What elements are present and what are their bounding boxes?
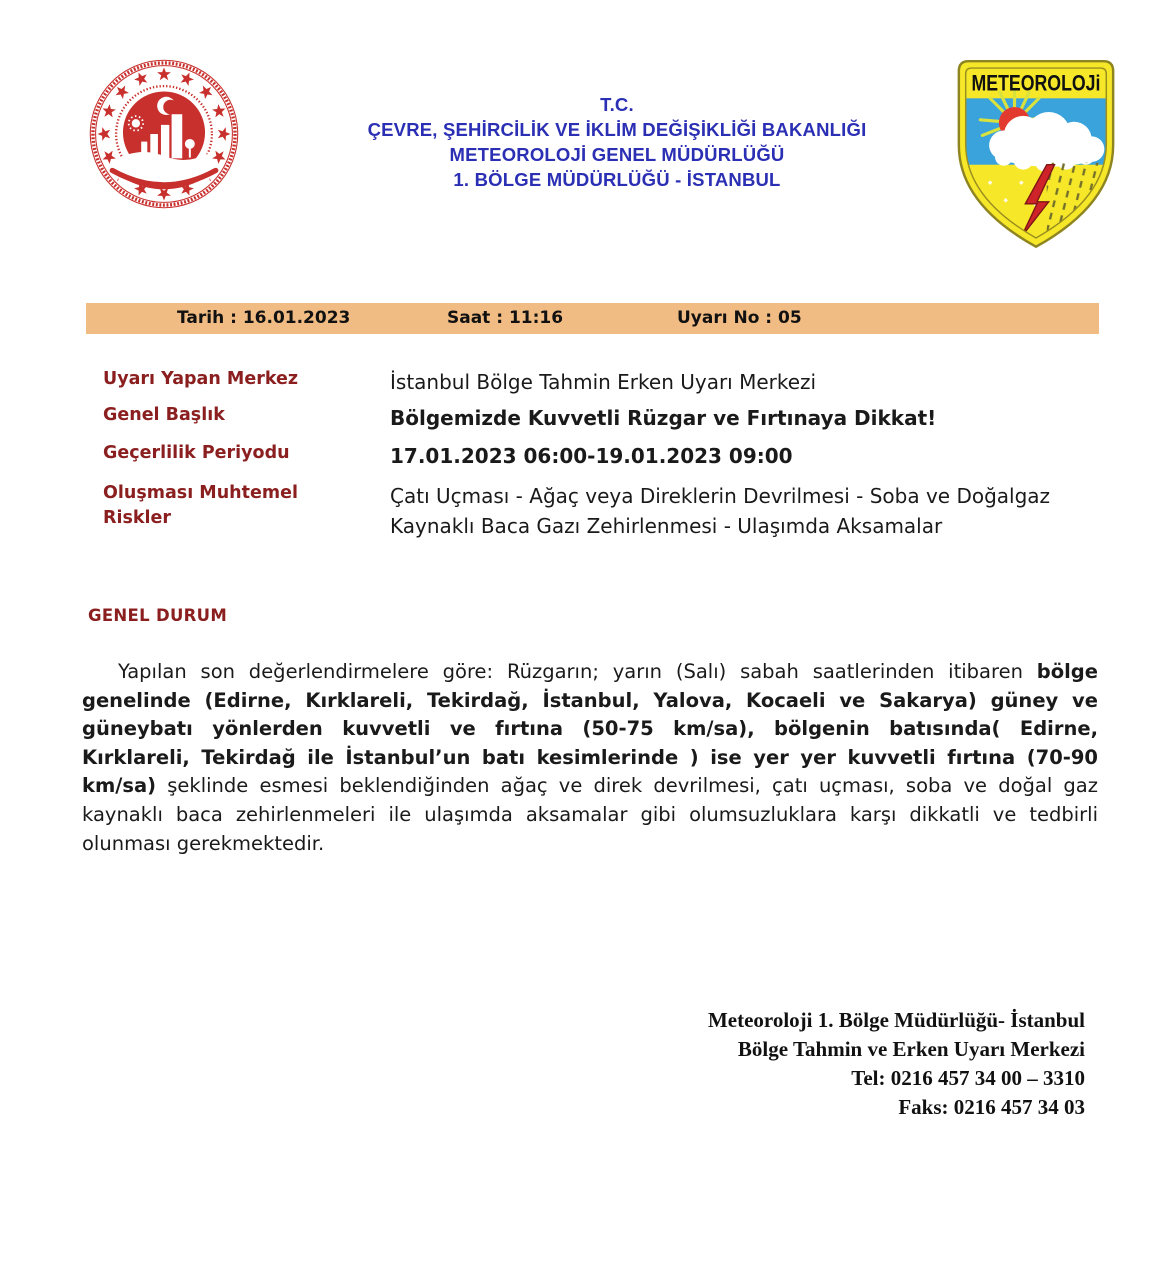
row-label: Oluşması Muhtemel Riskler bbox=[103, 483, 298, 528]
warning-number-field: Uyarı No : 05 bbox=[677, 308, 802, 328]
header-line: ÇEVRE, ŞEHİRCİLİK VE İKLİM DEĞİŞİKLİĞİ BAKANLIĞI bbox=[367, 119, 867, 140]
time-field: Saat : 11:16 bbox=[447, 308, 564, 328]
footer-line: Bölge Tahmin ve Erken Uyarı Merkezi bbox=[737, 1037, 1085, 1061]
footer-line: Meteoroloji 1. Bölge Müdürlüğü- İstanbul bbox=[707, 1008, 1085, 1032]
row-label: Uyarı Yapan Merkez bbox=[103, 369, 299, 389]
table-row bbox=[103, 481, 1103, 541]
header-line: METEOROLOJİ GENEL MÜDÜRLÜĞÜ bbox=[449, 144, 785, 165]
date-field: Tarih : 16.01.2023 bbox=[177, 308, 351, 328]
contact-footer bbox=[708, 1006, 1085, 1122]
footer-line: Tel: 0216 457 34 00 – 3310 bbox=[851, 1066, 1085, 1090]
paragraph-rest: şeklinde esmesi beklendiğinden ağaç ve direk devrilmesi, çatı uçması, soba ve doğal gaz kaynaklı baca zehirlenmeleri ile ulaşımda aksamalar gibi olumsuzluklara karşı dikkatli ve tedbirli olunması gerekmektedir. bbox=[82, 774, 1098, 855]
row-label: Geçerlilik Periyodu bbox=[103, 443, 290, 463]
warning-meta-bar bbox=[86, 303, 1099, 334]
header-line: 1. BÖLGE MÜDÜRLÜĞÜ - İSTANBUL bbox=[453, 169, 781, 190]
header-line: T.C. bbox=[600, 94, 634, 115]
table-row bbox=[103, 367, 1103, 397]
footer-line: Faks: 0216 457 34 03 bbox=[898, 1095, 1085, 1119]
paragraph-intro: Yapılan son değerlendirmelere göre: Rüzgarın; yarın (Salı) sabah saatlerinden itibaren bbox=[118, 660, 1037, 683]
row-value: Bölgemizde Kuvvetli Rüzgar ve Fırtınaya Dikkat! bbox=[390, 406, 937, 430]
row-value: İstanbul Bölge Tahmin Erken Uyarı Merkezi bbox=[390, 370, 817, 394]
row-value: 17.01.2023 06:00-19.01.2023 09:00 bbox=[390, 444, 793, 468]
meteoroloji-badge-icon bbox=[953, 54, 1119, 252]
paragraph-emphasis: bölge genelinde (Edirne, Kırklareli, Tekirdağ, İstanbul, Yalova, Kocaeli ve Sakarya) güney ve güneybatı yönlerden kuvvetli ve fırtına (50-75 km/sa), bölgenin batısında( Edirne, Kırklareli, Tekirdağ ile İstanbul’un batı kesimlerinde ) ise yer yer kuvvetli fırtına (70-90 km/sa) bbox=[82, 660, 1098, 798]
row-label: Genel Başlık bbox=[103, 405, 225, 425]
table-row bbox=[103, 441, 1103, 471]
general-situation-paragraph bbox=[82, 658, 1098, 858]
section-heading-genel-durum: GENEL DURUM bbox=[88, 606, 228, 625]
ministry-header bbox=[257, 92, 977, 192]
table-row bbox=[103, 403, 1103, 433]
badge-title: METEOROLOJi bbox=[971, 70, 1101, 96]
ministry-emblem-icon bbox=[88, 58, 240, 210]
row-value: Çatı Uçması - Ağaç veya Direklerin Devrilmesi - Soba ve Doğalgaz Kaynaklı Baca Gazı Zehirlenmesi - Ulaşımda Aksamalar bbox=[390, 484, 1051, 538]
